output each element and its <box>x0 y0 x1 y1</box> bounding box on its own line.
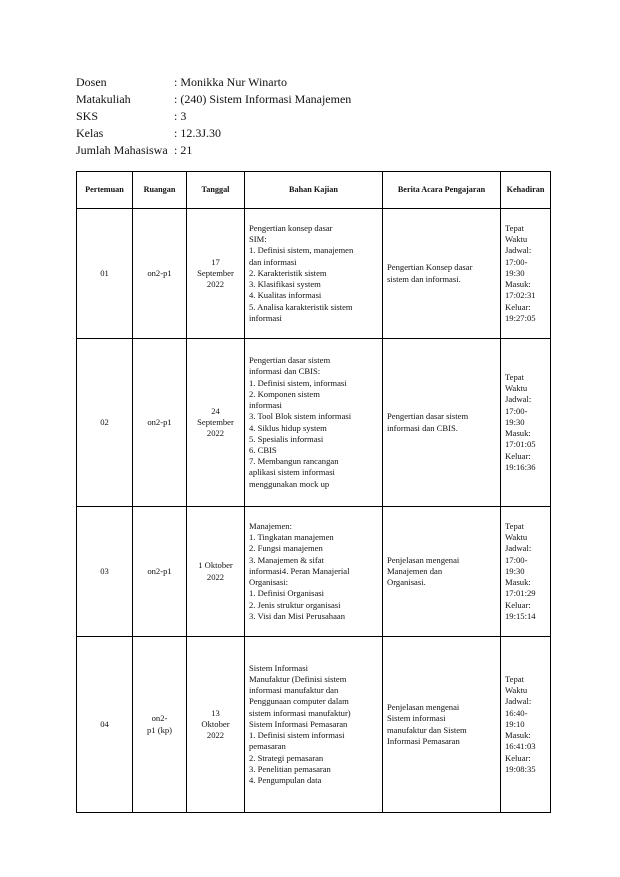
info-kelas <box>76 125 351 142</box>
cell-bahan-kajian: Sistem Informasi Manufaktur (Definisi sistem informasi manufaktur dan Penggunaan computer dalam sistem informasi manufaktur) Sistem Informasi Pemasaran 1. Definisi sistem informasi pemasaran 2. Strategi pemasaran 3. Penelitian pemasaran 4. Pengumpulan data <box>245 637 383 813</box>
cell-tanggal: 1 Oktober 2022 <box>187 507 245 637</box>
cell-berita-acara: Penjelasan mengenai Sistem informasi manufaktur dan Sistem Informasi Pemasaran <box>383 637 501 813</box>
table-row <box>77 637 551 813</box>
info-dosen <box>76 74 351 91</box>
header-ruangan: Ruangan <box>133 172 187 209</box>
table-row <box>77 209 551 339</box>
info-sks <box>76 108 351 125</box>
cell-kehadiran: Tepat Waktu Jadwal: 16:40-19:10 Masuk: 16:41:03 Keluar: 19:08:35 <box>501 637 551 813</box>
cell-pertemuan: 01 <box>77 209 133 339</box>
cell-pertemuan: 04 <box>77 637 133 813</box>
table-header-row <box>77 172 551 209</box>
cell-ruangan: on2-p1 <box>133 507 187 637</box>
info-matakuliah <box>76 91 351 108</box>
table-row <box>77 339 551 507</box>
info-jumlah-mahasiswa <box>76 142 351 159</box>
header-kehadiran: Kehadiran <box>501 172 551 209</box>
cell-ruangan: on2- p1 (kp) <box>133 637 187 813</box>
info-label: Matakuliah <box>76 92 131 106</box>
course-info <box>76 74 351 159</box>
info-label: Kelas <box>76 126 104 140</box>
cell-pertemuan: 03 <box>77 507 133 637</box>
cell-bahan-kajian: Manajemen: 1. Tingkatan manajemen 2. Fungsi manajemen 3. Manajemen & sifat informasi4. Peran Manajerial Organisasi: 1. Definisi Organisasi 2. Jenis struktur organisasi 3. Visi dan Misi Perusahaan <box>245 507 383 637</box>
cell-ruangan: on2-p1 <box>133 339 187 507</box>
header-bahan-kajian: Bahan Kajian <box>245 172 383 209</box>
schedule-table <box>76 171 551 813</box>
cell-pertemuan: 02 <box>77 339 133 507</box>
cell-berita-acara: Penjelasan mengenai Manajemen dan Organisasi. <box>383 507 501 637</box>
cell-tanggal: 13 Oktober 2022 <box>187 637 245 813</box>
header-tanggal: Tanggal <box>187 172 245 209</box>
info-value: : 21 <box>174 143 193 157</box>
cell-berita-acara: Pengertian Konsep dasar sistem dan informasi. <box>383 209 501 339</box>
info-value: : 3 <box>174 109 187 123</box>
header-pertemuan: Pertemuan <box>77 172 133 209</box>
info-value: : 12.3J.30 <box>174 126 222 140</box>
info-value: : (240) Sistem Informasi Manajemen <box>174 92 352 106</box>
cell-kehadiran: Tepat Waktu Jadwal: 17:00-19:30 Masuk: 17:02:31 Keluar: 19:27:05 <box>501 209 551 339</box>
cell-kehadiran: Tepat Waktu Jadwal: 17:00-19:30 Masuk: 17:01:05 Keluar: 19:16:36 <box>501 339 551 507</box>
cell-tanggal: 24 September 2022 <box>187 339 245 507</box>
cell-kehadiran: Tepat Waktu Jadwal: 17:00-19:30 Masuk: 17:01:29 Keluar: 19:15:14 <box>501 507 551 637</box>
cell-berita-acara: Pengertian dasar sistem informasi dan CBIS. <box>383 339 501 507</box>
info-label: Jumlah Mahasiswa <box>76 143 168 157</box>
info-value: : Monikka Nur Winarto <box>174 75 287 89</box>
cell-ruangan: on2-p1 <box>133 209 187 339</box>
info-label: SKS <box>76 109 99 123</box>
cell-bahan-kajian: Pengertian konsep dasar SIM: 1. Definisi sistem, manajemen dan informasi 2. Karakteristik sistem 3. Klasifikasi system 4. Kualitas informasi 5. Analisa karakteristik sistem informasi <box>245 209 383 339</box>
cell-bahan-kajian: Pengertian dasar sistem informasi dan CBIS: 1. Definisi sistem, informasi 2. Komponen sistem informasi 3. Tool Blok sistem informasi 4. Siklus hidup system 5. Spesialis informasi 6. CBIS 7. Membangun rancangan aplikasi sistem informasi menggunakan mock up <box>245 339 383 507</box>
info-label: Dosen <box>76 75 107 89</box>
cell-tanggal: 17 September 2022 <box>187 209 245 339</box>
header-berita-acara: Berita Acara Pengajaran <box>383 172 501 209</box>
table-row <box>77 507 551 637</box>
